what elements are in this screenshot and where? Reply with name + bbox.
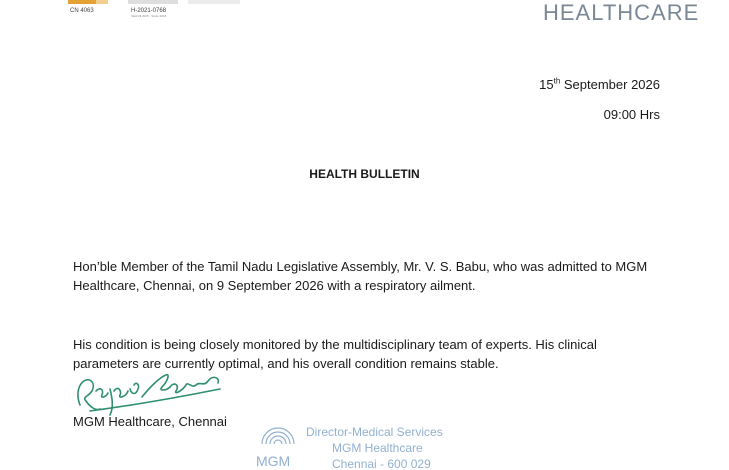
letter-date xyxy=(539,77,660,92)
brand-wordmark: HEALTHCARE xyxy=(543,0,700,25)
svg-text:MGM Healthcare: MGM Healthcare xyxy=(332,441,423,455)
logo-strip-light-gold xyxy=(96,0,108,4)
logo-strip-gray xyxy=(128,0,178,4)
svg-text:Chennai - 600 029: Chennai - 600 029 xyxy=(332,457,431,470)
bulletin-paragraph-admission: Hon’ble Member of the Tamil Nadu Legislative Assembly, Mr. V. S. Babu, who was admitted to MGM Healthcare, Chennai, on 9 September 2026 with a respiratory ailment. xyxy=(73,259,648,293)
accreditation-logo-strip xyxy=(68,0,240,4)
logo-strip-gold xyxy=(68,0,96,4)
date-month-year: September 2026 xyxy=(560,77,660,92)
bulletin-paragraph-condition: His condition is being closely monitored by the multidisciplinary team of experts. His clinical parameters are currently optimal, and his overall condition remains stable. xyxy=(73,337,597,371)
accreditation-detail: Valid till 2025 · Since 2018 xyxy=(131,14,167,18)
letter-time: 09:00 Hrs xyxy=(603,107,660,122)
handwritten-signature xyxy=(70,367,240,417)
accreditation-code-right: H-2021-0768 xyxy=(131,8,167,14)
bulletin-heading: HEALTH BULLETIN xyxy=(309,167,420,181)
signoff-organization: MGM Healthcare, Chennai xyxy=(73,414,227,429)
accreditation-code-left: CN 4063 xyxy=(70,8,94,14)
date-suffix: th xyxy=(553,76,561,86)
svg-text:MGM: MGM xyxy=(256,453,291,469)
official-stamp xyxy=(252,422,492,470)
date-day: 15 xyxy=(539,77,554,92)
logo-strip-light-gray xyxy=(188,0,240,4)
svg-text:Director-Medical Services: Director-Medical Services xyxy=(306,425,443,439)
